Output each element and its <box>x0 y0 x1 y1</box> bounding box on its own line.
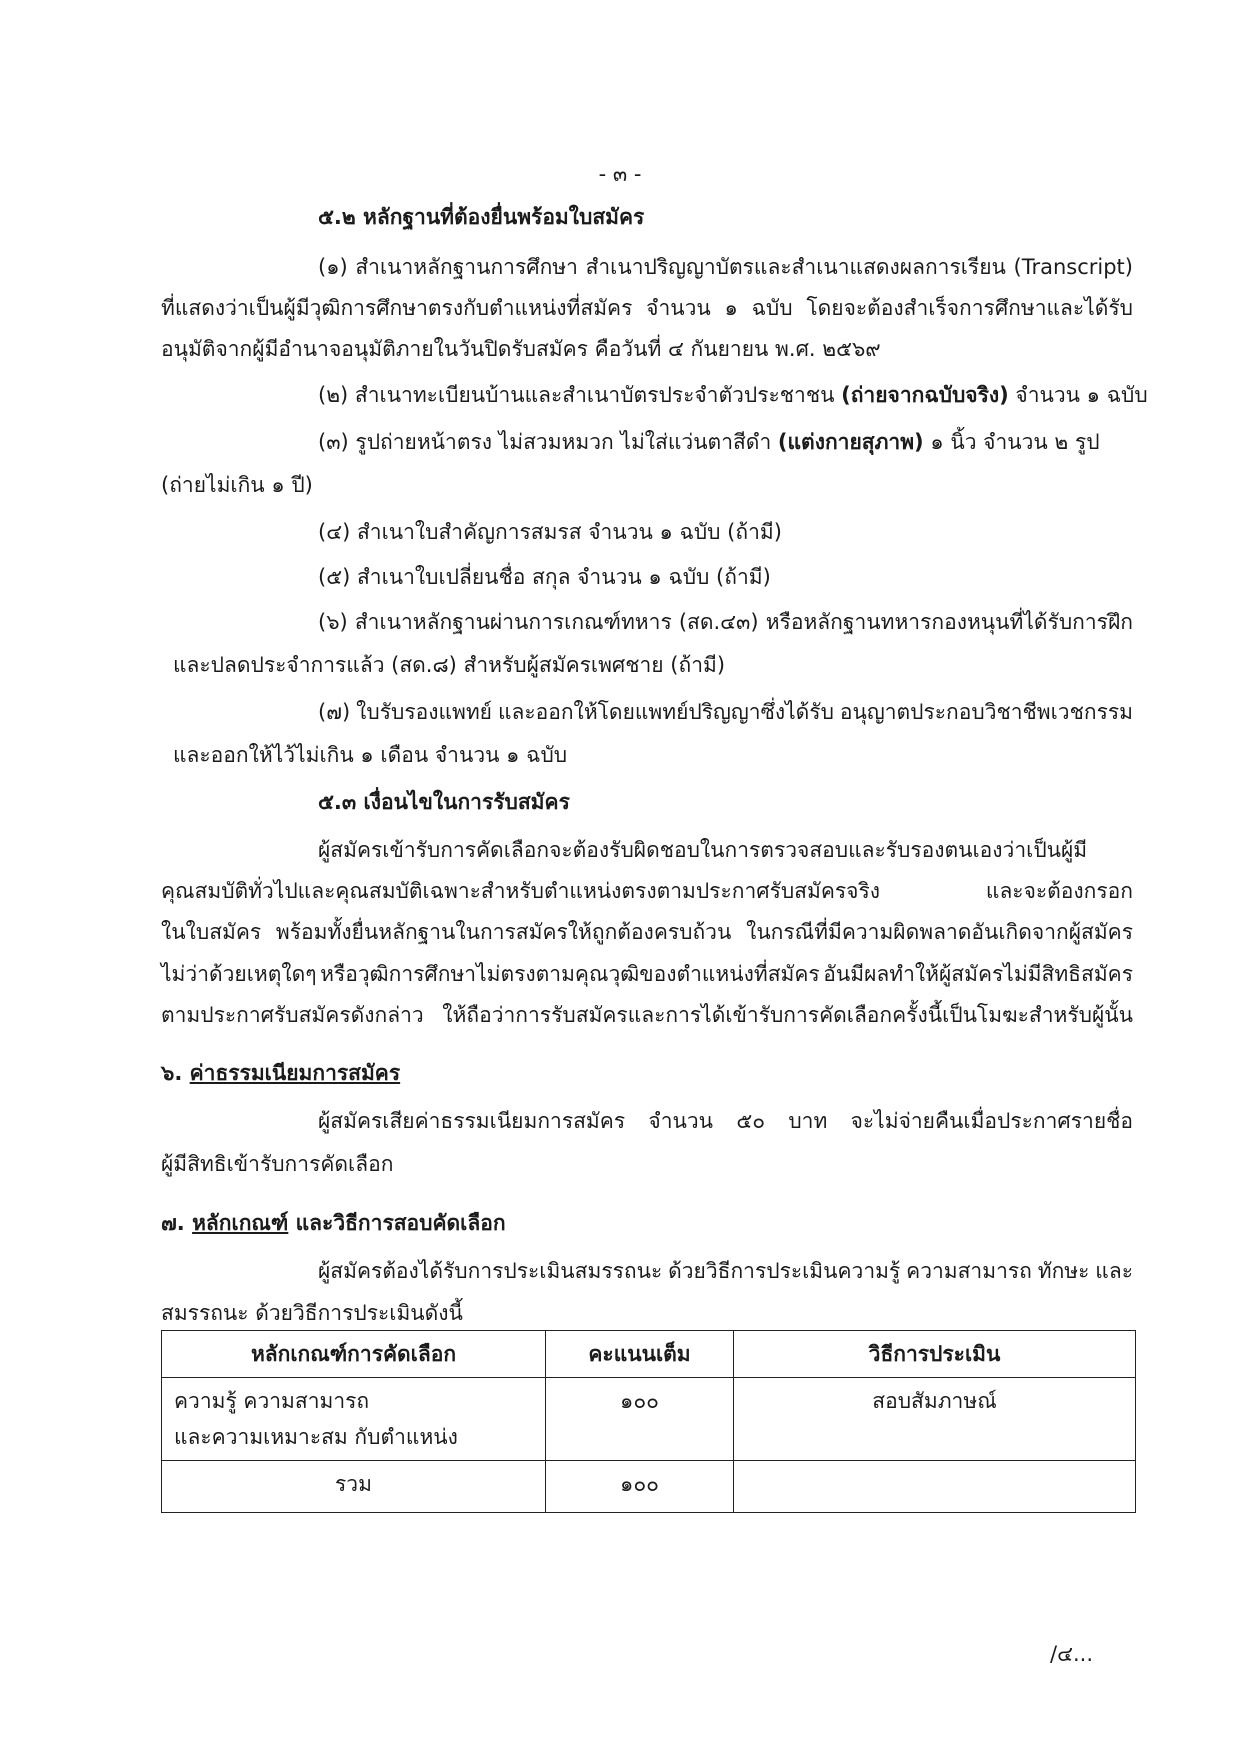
header-method: วิธีการประเมิน <box>734 1331 1136 1378</box>
s6-line-2: ผู้มีสิทธิเข้ารับการคัดเลือก <box>161 1152 394 1176</box>
section-6-heading: ๖. ค่าธรรมเนียมการสมัคร <box>161 1061 401 1085</box>
s53-line-1: ผู้สมัครเข้ารับการคัดเลือกจะต้องรับผิดชอบในการตรวจสอบและรับรองตนเองว่าเป็นผู้มี <box>318 838 1088 862</box>
total-method <box>734 1461 1136 1513</box>
page-number: - ๓ - <box>598 162 642 186</box>
table-row <box>162 1378 1136 1461</box>
header-criteria: หลักเกณฑ์การคัดเลือก <box>162 1331 546 1378</box>
score-cell: ๑๐๐ <box>546 1378 734 1461</box>
item-6-line-1: (๖) สำเนาหลักฐานผ่านการเกณฑ์ทหาร (สด.๔๓) หรือหลักฐานทหารกองหนุนที่ได้รับการฝึก <box>318 610 1133 634</box>
item-5: (๕) สำเนาใบเปลี่ยนชื่อ สกุล จำนวน ๑ ฉบับ (ถ้ามี) <box>318 565 771 589</box>
s53-line-2: คุณสมบัติทั่วไปและคุณสมบัติเฉพาะสำหรับตำแหน่งตรงตามประกาศรับสมัครจริง และจะต้องกรอก <box>161 879 1133 903</box>
item-1-line-3: อนุมัติจากผู้มีอำนาจอนุมัติภายในวันปิดรับสมัคร คือวันที่ ๔ กันยายน พ.ศ. ๒๕๖๙ <box>161 337 881 361</box>
s53-line-5: ตามประกาศรับสมัครดังกล่าว ให้ถือว่าการรับสมัครและการได้เข้ารับการคัดเลือกครั้งนี้เป็นโมฆะสำหรับผู้นั้น <box>161 1003 1133 1027</box>
total-score: ๑๐๐ <box>546 1461 734 1513</box>
section-7-heading: ๗. หลักเกณฑ์ และวิธีการสอบคัดเลือก <box>161 1211 506 1235</box>
section-5-3-heading: ๕.๓ เงื่อนไขในการรับสมัคร <box>318 790 570 814</box>
header-full-score: คะแนนเต็ม <box>546 1331 734 1378</box>
criteria-line-1: ความรู้ ความสามารถ <box>174 1389 370 1413</box>
item-1-line-1: (๑) สำเนาหลักฐานการศึกษา สำเนาปริญญาบัตรและสำเนาแสดงผลการเรียน (Transcript) <box>318 255 1133 279</box>
item-7-line-2: และออกให้ไว้ไม่เกิน ๑ เดือน จำนวน ๑ ฉบับ <box>173 743 568 767</box>
item-3-line-1: (๓) รูปถ่ายหน้าตรง ไม่สวมหมวก ไม่ใส่แว่นตาสีดำ (แต่งกายสุภาพ) ๑ นิ้ว จำนวน ๒ รูป <box>318 430 1100 454</box>
s7-line-2: สมรรถนะ ด้วยวิธีการประเมินดังนี้ <box>161 1301 463 1325</box>
s7-line-1: ผู้สมัครต้องได้รับการประเมินสมรรถนะ ด้วยวิธีการประเมินความรู้ ความสามารถ ทักษะ และ <box>318 1259 1133 1283</box>
item-4: (๔) สำเนาใบสำคัญการสมรส จำนวน ๑ ฉบับ (ถ้ามี) <box>318 520 782 544</box>
criteria-line-2: และความเหมาะสม กับตำแหน่ง <box>174 1425 458 1449</box>
table-total-row <box>162 1461 1136 1513</box>
total-label: รวม <box>162 1461 546 1513</box>
item-3-line-2: (ถ่ายไม่เกิน ๑ ปี) <box>161 473 313 497</box>
section-5-2-heading: ๕.๒ หลักฐานที่ต้องยื่นพร้อมใบสมัคร <box>318 205 645 229</box>
method-cell: สอบสัมภาษณ์ <box>734 1378 1136 1461</box>
s6-line-1: ผู้สมัครเสียค่าธรรมเนียมการสมัคร จำนวน ๕๐ บาท จะไม่จ่ายคืนเมื่อประกาศรายชื่อ <box>318 1109 1133 1133</box>
next-page-marker: /๔... <box>1050 1642 1093 1666</box>
item-6-line-2: และปลดประจำการแล้ว (สด.๘) สำหรับผู้สมัครเพศชาย (ถ้ามี) <box>173 653 726 677</box>
s53-line-4: ไม่ว่าด้วยเหตุใดๆ หรือวุฒิการศึกษาไม่ตรงตามคุณวุฒิของตำแหน่งที่สมัคร อันมีผลทำให้ผู้สมัครไม่มีสิทธิสมัคร <box>161 962 1133 986</box>
s53-line-3: ในใบสมัคร พร้อมทั้งยื่นหลักฐานในการสมัครให้ถูกต้องครบถ้วน ในกรณีที่มีความผิดพลาดอันเกิดจากผู้สมัคร <box>161 920 1133 944</box>
item-7-line-1: (๗) ใบรับรองแพทย์ และออกให้โดยแพทย์ปริญญาซึ่งได้รับ อนุญาตประกอบวิชาชีพเวชกรรม <box>318 700 1133 724</box>
criteria-table <box>161 1330 1136 1513</box>
criteria-cell <box>162 1378 546 1461</box>
item-2: (๒) สำเนาทะเบียนบ้านและสำเนาบัตรประจำตัวประชาชน (ถ่ายจากฉบับจริง) จำนวน ๑ ฉบับ <box>318 383 1148 407</box>
table-header-row <box>162 1331 1136 1378</box>
item-1-line-2: ที่แสดงว่าเป็นผู้มีวุฒิการศึกษาตรงกับตำแหน่งที่สมัคร จำนวน ๑ ฉบับ โดยจะต้องสำเร็จการศึกษาและได้รับ <box>161 296 1133 320</box>
